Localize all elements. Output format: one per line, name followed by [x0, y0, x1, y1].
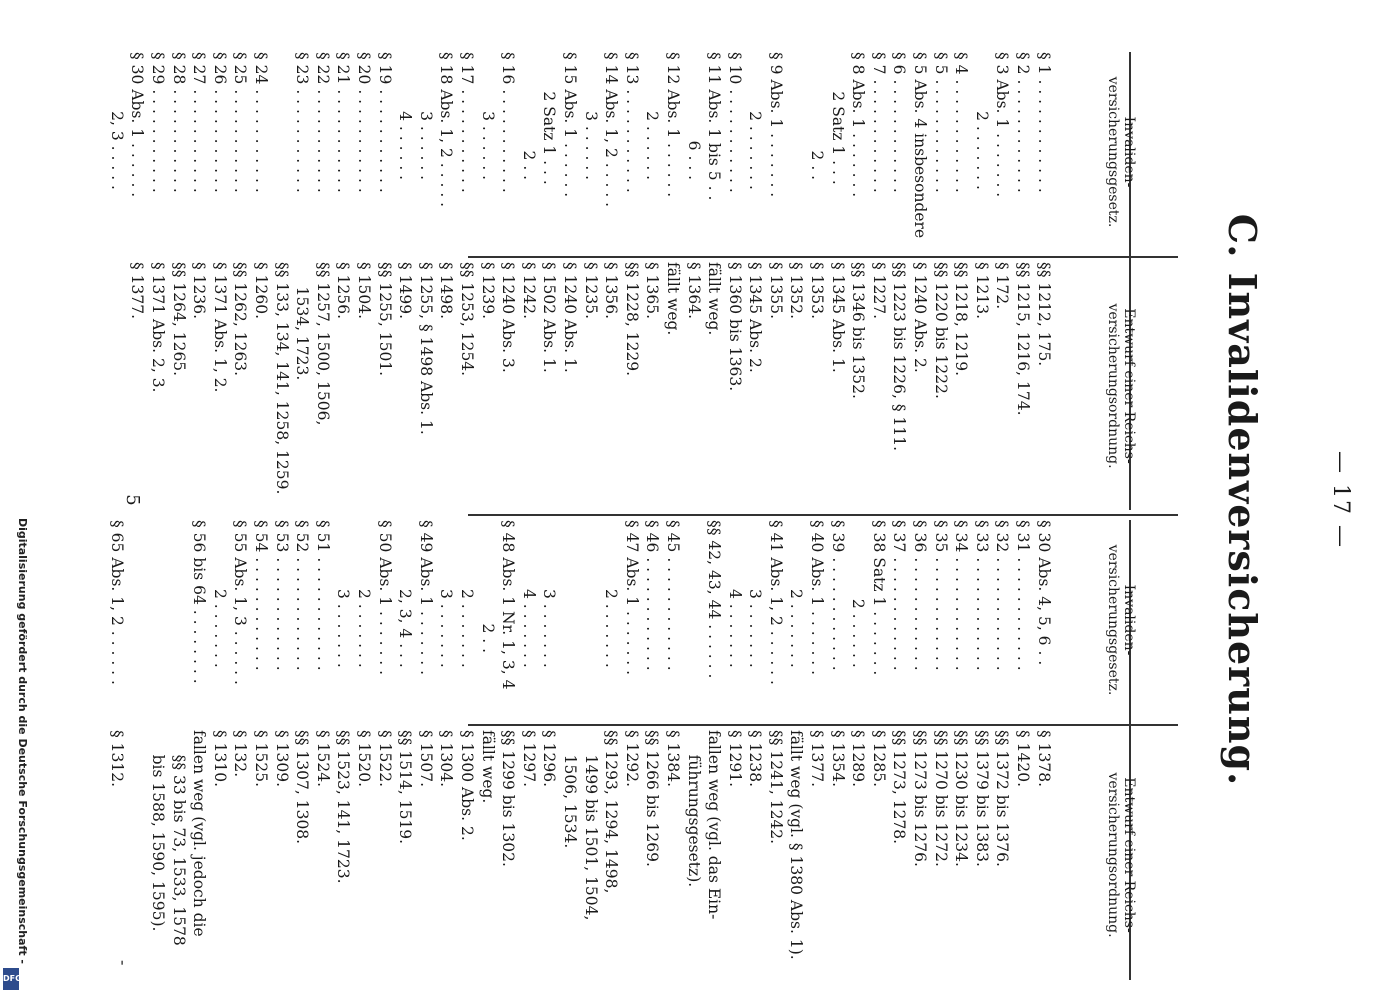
table-row: § 1239.: [478, 262, 497, 320]
table-row: §§ 1273, 1278.: [890, 730, 909, 845]
table-row: § 1524.: [313, 730, 332, 788]
table-row: 2, 3, 4 . . .: [396, 520, 415, 668]
table-row: § 1384.: [663, 730, 682, 788]
table-row: §§ 1253, 1254.: [458, 262, 476, 377]
table-row: §§ 1514, 1519.: [396, 730, 415, 845]
table-row: § 10 . . . . . . . . . . .: [725, 52, 744, 193]
table-row: §§ 1372 bis 1376.: [993, 730, 1012, 867]
table-row: § 1345 Abs. 1.: [828, 262, 847, 373]
table-row: 1499 bis 1501, 1504,: [581, 730, 600, 921]
table-row: § 1304.: [437, 730, 456, 788]
table-row: § 47 Abs. 1 . . . . . . .: [622, 520, 641, 676]
table-row: 3 . . . . . . .: [746, 520, 765, 668]
table-row: §§ 1220 bis 1222.: [931, 262, 950, 399]
table-row: § 24 . . . . . . . . . . .: [252, 52, 271, 193]
table-row: § 40 Abs. 1 . . . . . . .: [808, 520, 827, 676]
table-row: § 33 . . . . . . . . . . . .: [972, 520, 991, 671]
right-gesetz-column: [65, 520, 1178, 720]
table-row: § 1285.: [869, 730, 888, 788]
table-row: 2 . . . . . . .: [602, 520, 621, 668]
table-row: § 6 . . . . . . . . . . . .: [890, 52, 909, 193]
table-row: § 1522.: [375, 730, 394, 788]
table-row: § 56 bis 64 . . . . . . . .: [190, 520, 209, 684]
table-row: fällt weg.: [663, 262, 682, 336]
table-row: § 36 . . . . . . . . . . . .: [911, 520, 930, 671]
table-row: § 1300 Abs. 2.: [458, 730, 476, 841]
left-table-column-rule: [468, 256, 1178, 258]
table-row: § 17 . . . . . . . . . . .: [458, 52, 476, 193]
table-row: § 1345 Abs. 2.: [746, 262, 765, 373]
table-row: 3 . . . . . .: [478, 52, 497, 181]
table-row: § 39 . . . . . . . . . . . .: [828, 520, 847, 671]
table-row: §§ 33 bis 73, 1533, 1578: [169, 730, 188, 946]
table-row: § 3 Abs. 1 . . . . . . .: [993, 52, 1012, 198]
table-row: § 22 . . . . . . . . . . .: [313, 52, 332, 193]
table-row: führungsgesetz).: [684, 730, 703, 888]
table-row: 2 . . . . . . .: [458, 520, 476, 668]
table-row: § 1312.: [107, 730, 126, 788]
table-row: § 1499.: [396, 262, 415, 320]
table-row: § 13 . . . . . . . . . . .: [622, 52, 641, 193]
signature-mark: 5: [122, 494, 143, 506]
table-row: § 12 Abs. 1 . . . . . .: [663, 52, 682, 198]
table-row: § 18 Abs. 1, 2 . . . . .: [437, 52, 456, 208]
footer-text: Digitalisierung gefördert durch die Deutsche Forschungsgemeinschaft -: [16, 517, 29, 964]
table-row: §§ 1299 bis 1302.: [499, 730, 518, 867]
table-row: 2, 3 . . . . .: [107, 52, 126, 190]
table-row: § 2 . . . . . . . . . . . .: [1014, 52, 1033, 193]
table-row: §§ 133, 134, 141, 1258, 1259.: [272, 262, 291, 495]
table-row: 2 . . . . . .: [849, 520, 868, 668]
margin-mark: -: [114, 960, 133, 966]
left-gesetz-header: Invaliden-versicherungsgesetz.: [1104, 76, 1137, 228]
table-row: 2 Satz 1 . . .: [828, 52, 847, 185]
table-row: § 65 Abs. 1, 2 . . . . . .: [107, 520, 126, 685]
table-row: § 27 . . . . . . . . . . .: [190, 52, 209, 193]
table-row: §§ 1228, 1229.: [622, 262, 641, 377]
table-row: § 20 . . . . . . . . . . .: [355, 52, 374, 193]
table-row: § 1525.: [252, 730, 271, 788]
table-row: §§ 1266 bis 1269.: [643, 730, 662, 867]
table-row: § 53 . . . . . . . . . . . .: [272, 520, 291, 671]
table-row: § 1309.: [272, 730, 291, 788]
table-row: § 1213.: [972, 262, 991, 320]
table-row: [148, 520, 169, 720]
table-row: 2 . .: [519, 52, 538, 181]
table-row: §§ 1262, 1263.: [231, 262, 250, 377]
table-row: §§ 1293, 1294, 1498,: [602, 730, 621, 894]
table-row: § 50 Abs. 1 . . . . . . .: [375, 520, 394, 676]
table-row: § 37 . . . . . . . . . . . .: [890, 520, 909, 671]
table-row: § 30 Abs. 4, 5, 6 . .: [1034, 520, 1053, 666]
left-entwurf-column: [86, 262, 1178, 510]
table-row: §§ 1241, 1242.: [766, 730, 785, 845]
table-row: § 1355.: [766, 262, 785, 320]
table-row: § 26 . . . . . . . . . . .: [210, 52, 229, 193]
table-row: § 49 Abs. 1 . . . . . . .: [416, 520, 435, 676]
table-row: §§ 1255, 1501.: [375, 262, 394, 377]
table-row: § 1354.: [828, 730, 847, 788]
table-row: § 1371 Abs. 2, 3.: [149, 262, 168, 393]
table-row: § 1377.: [808, 730, 827, 788]
table-row: [580, 520, 601, 720]
table-row: 2 . .: [808, 52, 827, 181]
table-row: §§ 1257, 1500, 1506,: [313, 262, 332, 426]
table-row: 6 . . .: [684, 52, 703, 181]
table-row: §§ 1223 bis 1226, § 111.: [890, 262, 909, 452]
table-row: 2 . . . . . . .: [787, 520, 806, 668]
table-row: § 28 . . . . . . . . . . .: [169, 52, 188, 193]
table-row: §§ 1230 bis 1234.: [952, 730, 971, 867]
table-row: § 1360 bis 1363.: [725, 262, 744, 392]
table-row: §§ 1212, 175.: [1034, 262, 1053, 367]
table-row: 3 . . . . . . .: [437, 520, 456, 668]
table-row: § 1377.: [128, 262, 147, 320]
table-row: § 1256.: [334, 262, 353, 320]
table-row: § 7 . . . . . . . . . . . .: [869, 52, 888, 193]
table-row: § 9 Abs. 1 . . . . . . .: [766, 52, 785, 198]
table-row: § 30 Abs. 1 . . . . . .: [128, 52, 147, 198]
table-row: § 14 Abs. 1, 2 . . . . .: [602, 52, 621, 208]
table-row: § 172.: [993, 262, 1012, 310]
table-row: § 4 . . . . . . . . . . . .: [952, 52, 971, 193]
table-row: § 1310.: [210, 730, 229, 788]
table-row: § 1356.: [602, 262, 621, 320]
table-row: § 34 . . . . . . . . . . . .: [952, 520, 971, 671]
table-row: 4 . . . . . . .: [725, 520, 744, 668]
table-row: [786, 52, 807, 252]
table-row: § 5 Abs. 4 insbesondere: [911, 52, 930, 239]
table-row: [559, 520, 580, 720]
table-row: §§ 42, 43, 44 . . . . . .: [705, 520, 724, 679]
table-row: §§ 1523, 141, 1723.: [334, 730, 353, 884]
table-row: § 1371 Abs. 1, 2.: [210, 262, 229, 393]
table-row: § 21 . . . . . . . . . . .: [334, 52, 353, 193]
table-row: § 1240 Abs. 1.: [560, 262, 579, 373]
right-entwurf-column: [65, 730, 1178, 980]
table-row: § 1242.: [519, 262, 538, 320]
table-row: § 5 . . . . . . . . . . . .: [931, 52, 950, 193]
table-row: § 35 . . . . . . . . . . . .: [931, 520, 950, 671]
table-row: § 23 . . . . . . . . . . .: [293, 52, 312, 193]
table-row: §§ 1379 bis 1383.: [972, 730, 991, 867]
table-row: [683, 520, 704, 720]
table-row: § 41 Abs. 1, 2 . . . . . .: [766, 520, 785, 685]
table-row: 3 . . . . . . .: [334, 520, 353, 668]
table-row: §§ 1270 bis 1272.: [931, 730, 950, 867]
table-row: § 1240 Abs. 2.: [911, 262, 930, 373]
table-row: § 1502 Abs. 1.: [540, 262, 559, 373]
table-row: fällt weg.: [478, 730, 497, 804]
table-row: § 1255, § 1498 Abs. 1.: [416, 262, 435, 435]
table-row: 2 . . . . . . .: [972, 52, 991, 190]
table-row: 2 . . . . . . .: [355, 520, 374, 668]
table-row: § 1378.: [1034, 730, 1053, 788]
table-row: § 38 Satz 1 . . . . . . .: [869, 520, 888, 676]
table-row: § 1420.: [1014, 730, 1033, 788]
table-row: § 1260.: [252, 262, 271, 320]
table-row: § 51 . . . . . . . . . . . .: [313, 520, 332, 671]
table-row: § 1364.: [684, 262, 703, 320]
table-row: § 1353.: [808, 262, 827, 320]
table-row: § 54 . . . . . . . . . . . .: [252, 520, 271, 671]
table-row: 3 . . . . . .: [416, 52, 435, 181]
table-row: 2 . . . . . . .: [746, 52, 765, 190]
table-row: 4 . . . . . .: [396, 52, 415, 181]
table-row: § 16 . . . . . . . . . . .: [499, 52, 518, 193]
table-row: 1534, 1723.: [293, 262, 312, 381]
table-row: § 45 . . . . . . . . . . . .: [663, 520, 682, 671]
right-table-column-rule: [468, 724, 1178, 726]
table-row: § 1291.: [725, 730, 744, 788]
table-row: 1506, 1534.: [560, 730, 579, 849]
table-row: 3 . . . . . .: [581, 52, 600, 181]
table-row: § 1297.: [519, 730, 538, 788]
dfg-logo: DFG: [3, 968, 19, 990]
table-row: § 1507.: [416, 730, 435, 788]
table-row: § 1296.: [540, 730, 559, 788]
table-row: § 1365.: [643, 262, 662, 320]
table-row: fällt weg (vgl. § 1380 Abs. 1).: [787, 730, 806, 960]
table-row: § 132.: [231, 730, 250, 778]
table-row: § 1292.: [622, 730, 641, 788]
table-row: § 1520.: [355, 730, 374, 788]
right-gesetz-header: Invaliden-versicherungsgesetz.: [1104, 544, 1137, 696]
table-row: §§ 1346 bis 1352.: [849, 262, 868, 399]
table-row: § 32 . . . . . . . . . . . .: [993, 520, 1012, 671]
table-row: 2 . .: [478, 520, 497, 654]
table-row: § 55 Abs. 1, 3 . . . . . .: [231, 520, 250, 685]
table-row: § 1289.: [849, 730, 868, 788]
table-row: § 1235.: [581, 262, 600, 320]
table-row: 3 . . . . . . .: [540, 520, 559, 668]
table-row: [168, 520, 189, 720]
table-row: § 19 . . . . . . . . . . .: [375, 52, 394, 193]
table-row: § 15 Abs. 1 . . . . . .: [560, 52, 579, 198]
table-row: § 1227.: [869, 262, 888, 320]
table-row: § 1 . . . . . . . . . . . .: [1034, 52, 1053, 193]
table-row: § 8 Abs. 1 . . . . . . .: [849, 52, 868, 198]
table-row: fallen weg (vgl. jedoch die: [190, 730, 209, 937]
table-row: [271, 52, 292, 252]
table-row: § 52 . . . . . . . . . . . .: [293, 520, 312, 671]
left-gesetz-column: [65, 52, 1178, 252]
table-row: fallen weg (vgl. das Ein-: [705, 730, 724, 920]
table-row: bis 1588, 1590, 1595).: [149, 730, 168, 932]
table-row: 2 . . . . . . .: [210, 520, 229, 668]
right-entwurf-header: Entwurf einer Reichs-versicherungsordnung.: [1104, 772, 1137, 938]
table-row: § 1352.: [787, 262, 806, 320]
table-row: fällt weg.: [705, 262, 724, 336]
table-row: § 1498.: [437, 262, 456, 320]
page-number: — 17 —: [1328, 451, 1353, 549]
footer-bar: [2, 517, 29, 994]
table-row: § 1236.: [190, 262, 209, 320]
table-row: § 29 . . . . . . . . . . .: [149, 52, 168, 193]
table-row: §§ 1273 bis 1276.: [911, 730, 930, 867]
table-row: § 1238.: [746, 730, 765, 788]
table-separator-rule: [468, 514, 1178, 516]
table-row: § 1240 Abs. 3.: [499, 262, 518, 373]
table-row: §§ 1307, 1308.: [293, 730, 312, 845]
table-row: § 1504.: [355, 262, 374, 320]
table-row: § 46 . . . . . . . . . . . .: [643, 520, 662, 671]
table-row: 2 . . . . . .: [643, 52, 662, 181]
table-row: § 25 . . . . . . . . . . .: [231, 52, 250, 193]
table-row: § 48 Abs. 1 Nr. 1, 3, 4: [499, 520, 518, 690]
table-row: 2 Satz 1 . . .: [540, 52, 559, 185]
table-row: §§ 1264, 1265.: [169, 262, 188, 377]
table-row: § 31 . . . . . . . . . . . .: [1014, 520, 1033, 671]
page-title: C. Invalidenversicherung.: [1220, 213, 1265, 787]
table-row: §§ 1218, 1219.: [952, 262, 971, 377]
table-row: §§ 1215, 1216, 174.: [1014, 262, 1033, 416]
table-row: 4 . . . . . . .: [519, 520, 538, 668]
table-row: § 11 Abs. 1 bis 5 . .: [705, 52, 724, 201]
left-entwurf-header: Entwurf einer Reichs-versicherungsordnung.: [1104, 303, 1137, 469]
